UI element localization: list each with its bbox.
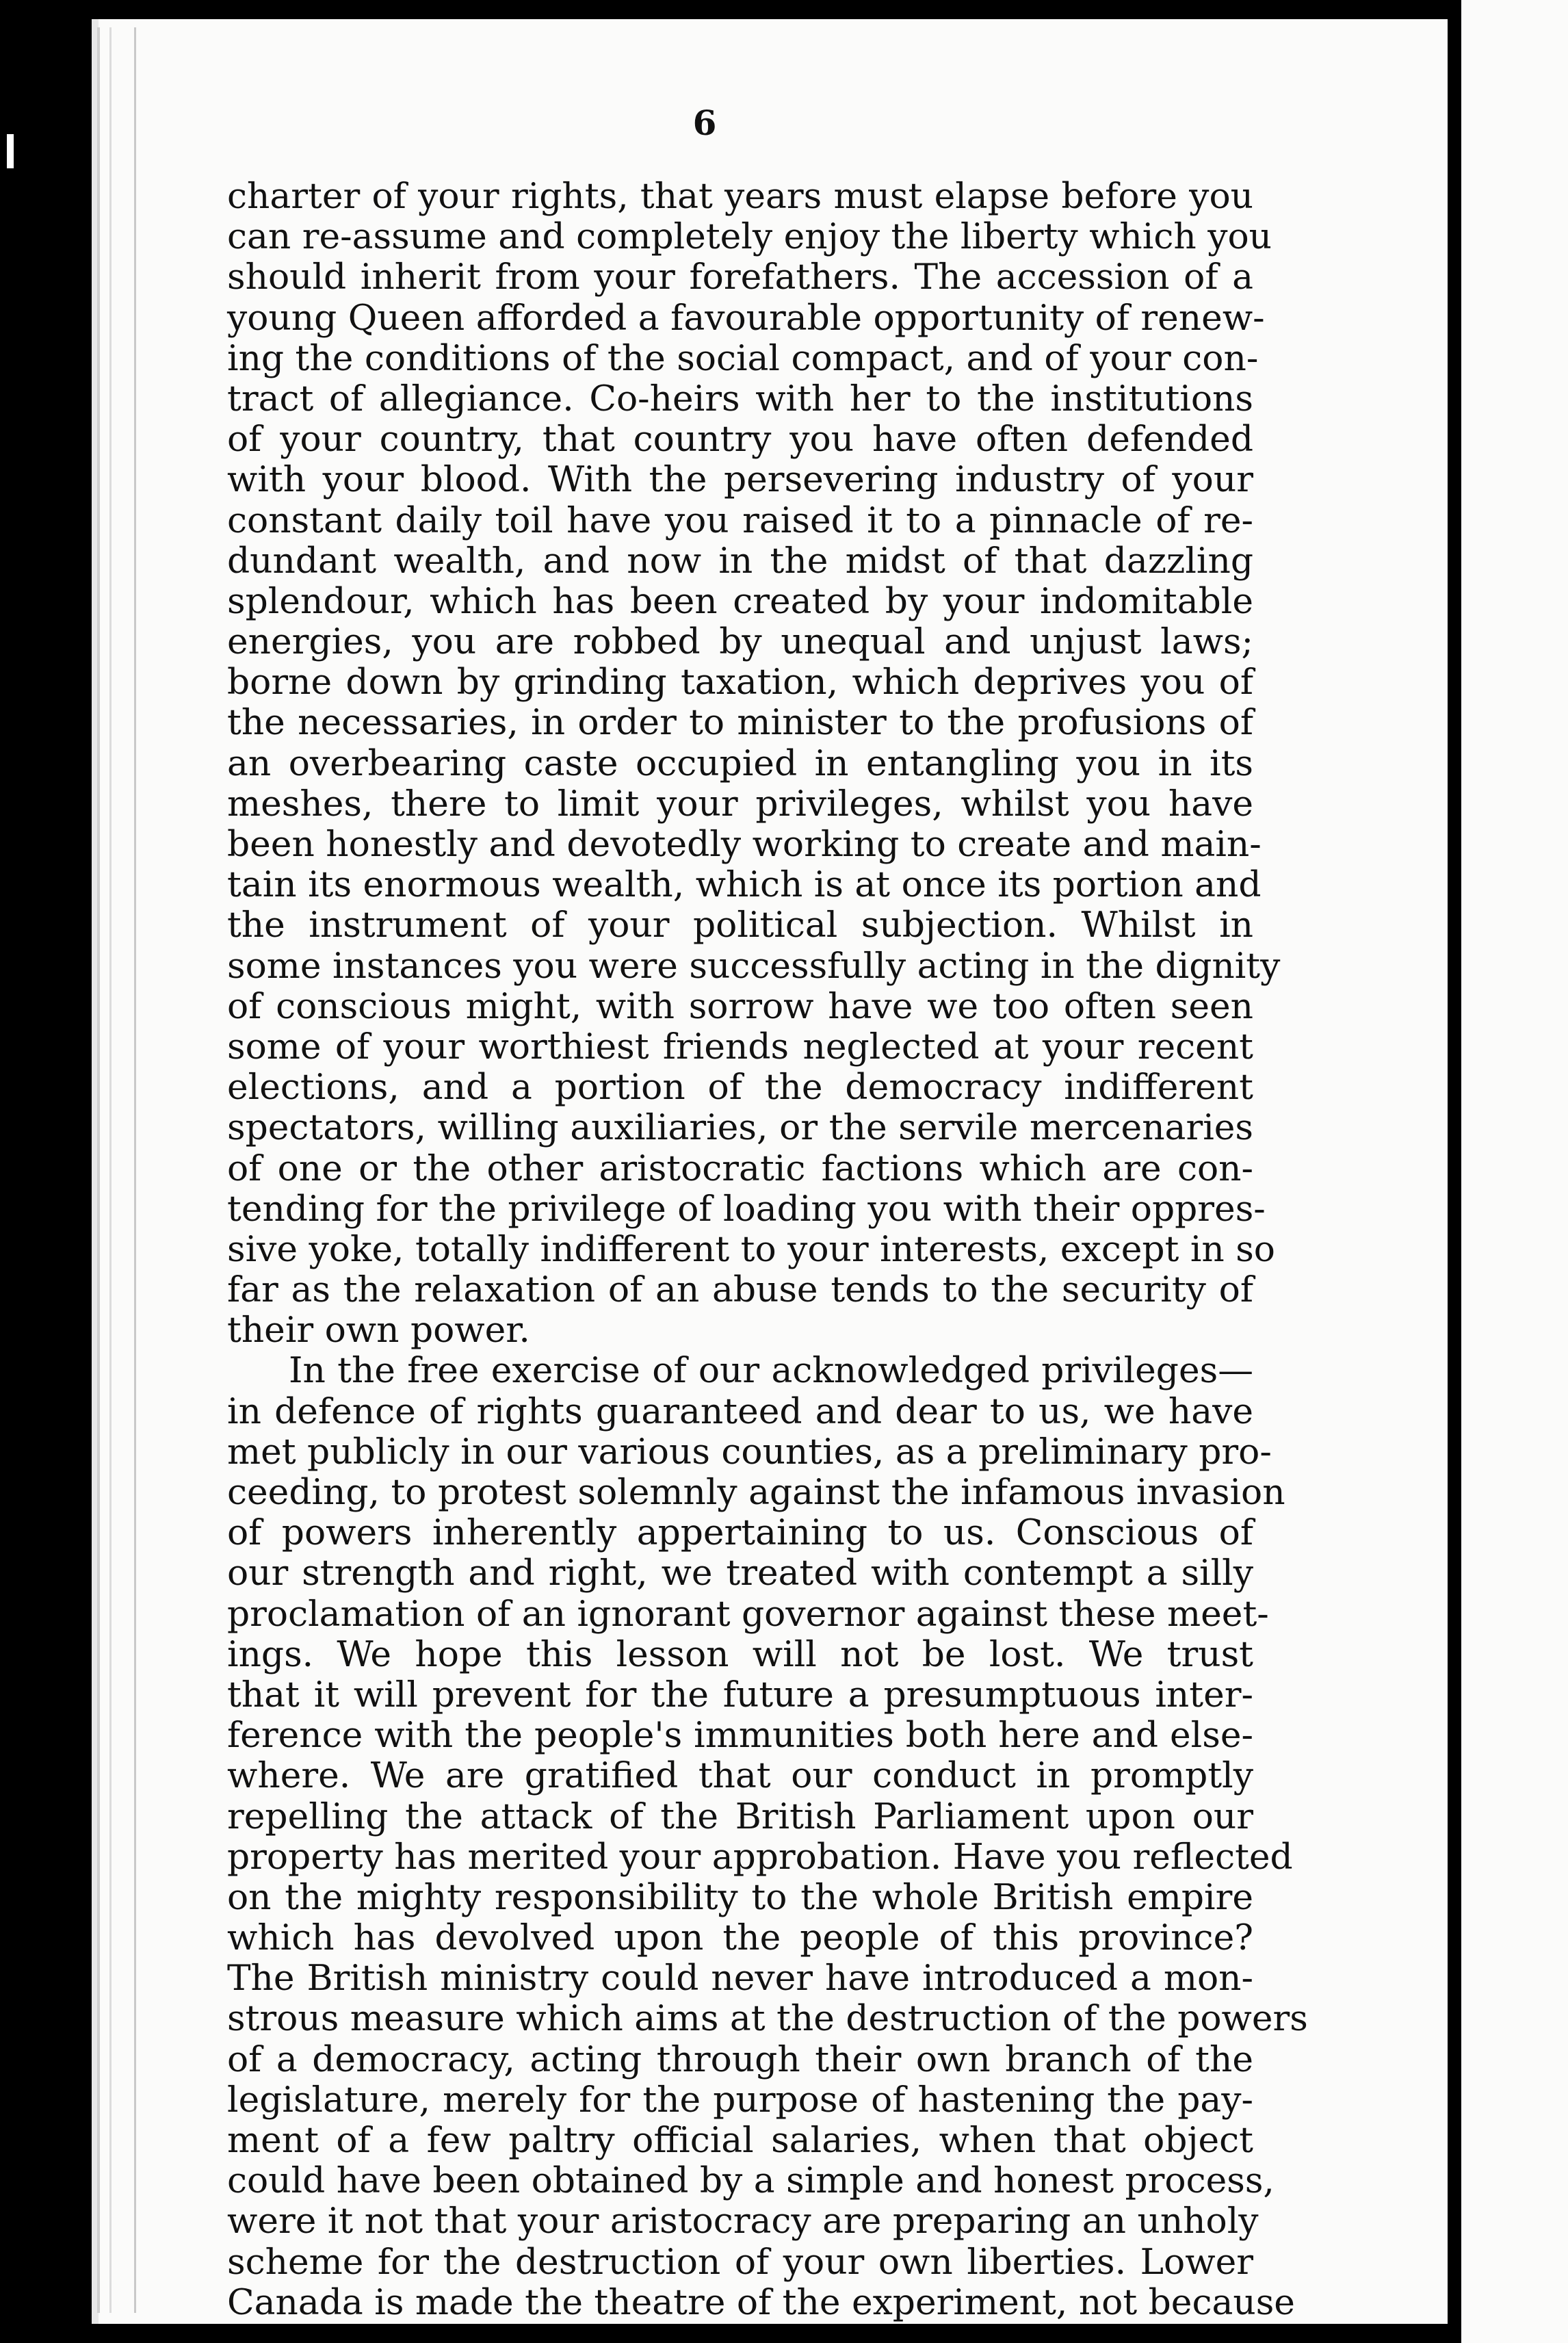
- text-line: some of your worthiest friends neglected at your recent: [227, 1026, 1253, 1067]
- text-line: strous measure which aims at the destruction of the powers: [227, 1998, 1308, 2040]
- text-line: elections, and a portion of the democracy indifferent: [227, 1067, 1253, 1109]
- text-line: ment of a few paltry official salaries, when that object: [227, 2120, 1253, 2161]
- text-line: borne down by grinding taxation, which deprives you of: [227, 662, 1253, 703]
- text-line: legislature, merely for the purpose of hastening the pay-: [227, 2079, 1253, 2121]
- text-line: should inherit from your forefathers. The accession of a: [227, 257, 1253, 298]
- text-line: dundant wealth, and now in the midst of that dazzling: [227, 540, 1253, 582]
- text-line: energies, you are robbed by unequal and unjust laws;: [227, 621, 1253, 663]
- text-line: our strength and right, we treated with contempt a silly: [227, 1553, 1253, 1594]
- text-line: tending for the privilege of loading you with their oppres-: [227, 1188, 1266, 1230]
- text-line: young Queen afforded a favourable opportunity of renew-: [227, 297, 1265, 339]
- text-line: can re-assume and completely enjoy the liberty which you: [227, 216, 1272, 258]
- text-line: that it will prevent for the future a presumptuous inter-: [227, 1674, 1253, 1716]
- page-edge-line: [97, 27, 100, 2313]
- text-line: ference with the people's immunities both here and else-: [227, 1715, 1253, 1757]
- text-line: their own power.: [227, 1310, 530, 1351]
- text-line: met publicly in our various counties, as a preliminary pro-: [227, 1431, 1272, 1473]
- text-line: on the mighty responsibility to the whole British empire: [227, 1876, 1253, 1918]
- text-line: far as the relaxation of an abuse tends to the security of: [227, 1269, 1253, 1311]
- page-number: 6: [692, 103, 717, 143]
- text-line: Canada is made the theatre of the experiment, not because: [227, 2281, 1295, 2323]
- text-line: in defence of rights guaranteed and dear to us, we have: [227, 1390, 1253, 1432]
- text-line: ceeding, to protest solemnly against the infamous invasion: [227, 1472, 1285, 1513]
- text-line: were it not that your aristocracy are preparing an unholy: [227, 2201, 1259, 2242]
- text-line: sive yoke, totally indifferent to your interests, except in so: [227, 1228, 1275, 1270]
- text-line: tain its enormous wealth, which is at once its portion and: [227, 864, 1262, 906]
- text-line: of your country, that country you have often defended: [227, 419, 1253, 461]
- text-line: could have been obtained by a simple and honest process,: [227, 2160, 1275, 2202]
- text-line: ing the conditions of the social compact, and of your con-: [227, 337, 1259, 379]
- facing-page-edge: [1461, 0, 1568, 2343]
- text-line: proclamation of an ignorant governor against these meet-: [227, 1593, 1269, 1635]
- page-edge-line: [109, 27, 112, 2313]
- text-line: of powers inherently appertaining to us. Conscious of: [227, 1512, 1253, 1554]
- text-line: The British ministry could never have introduced a mon-: [227, 1958, 1253, 1999]
- text-line: constant daily toil have you raised it to a pinnacle of re-: [227, 500, 1253, 541]
- text-line: In the free exercise of our acknowledged privileges—: [289, 1350, 1253, 1392]
- text-line: scheme for the destruction of your own liberties. Lower: [227, 2241, 1253, 2283]
- text-line: ings. We hope this lesson will not be lost. We trust: [227, 1633, 1253, 1675]
- body-text: [227, 176, 1308, 2323]
- text-line: some instances you were successfully acting in the dignity: [227, 945, 1281, 987]
- text-line: repelling the attack of the British Parliament upon our: [227, 1796, 1253, 1837]
- text-line: the instrument of your political subjection. Whilst in: [227, 905, 1253, 946]
- text-line: of conscious might, with sorrow have we too often seen: [227, 985, 1253, 1027]
- text-line: of a democracy, acting through their own branch of the: [227, 2038, 1253, 2080]
- text-line: charter of your rights, that years must elapse before you: [227, 176, 1253, 217]
- text-line: with your blood. With the persevering industry of your: [227, 459, 1253, 501]
- text-line: which has devolved upon the people of this province?: [227, 1917, 1253, 1959]
- text-line: splendour, which has been created by your indomitable: [227, 580, 1253, 622]
- page-edge-line: [134, 27, 136, 2313]
- text-line: tract of allegiance. Co-heirs with her to the institutions: [227, 378, 1253, 419]
- text-line: meshes, there to limit your privileges, whilst you have: [227, 783, 1253, 825]
- scan-edge-mark: [7, 134, 14, 168]
- text-line: property has merited your approbation. Have you reflected: [227, 1836, 1293, 1878]
- text-line: of one or the other aristocratic factions which are con-: [227, 1148, 1253, 1189]
- text-line: an overbearing caste occupied in entangling you in its: [227, 742, 1253, 784]
- text-line: the necessaries, in order to minister to the profusions of: [227, 702, 1253, 744]
- text-line: where. We are gratified that our conduct in promptly: [227, 1755, 1253, 1797]
- text-line: been honestly and devotedly working to create and main-: [227, 824, 1262, 865]
- text-line: spectators, willing auxiliaries, or the servile mercenaries: [227, 1107, 1253, 1149]
